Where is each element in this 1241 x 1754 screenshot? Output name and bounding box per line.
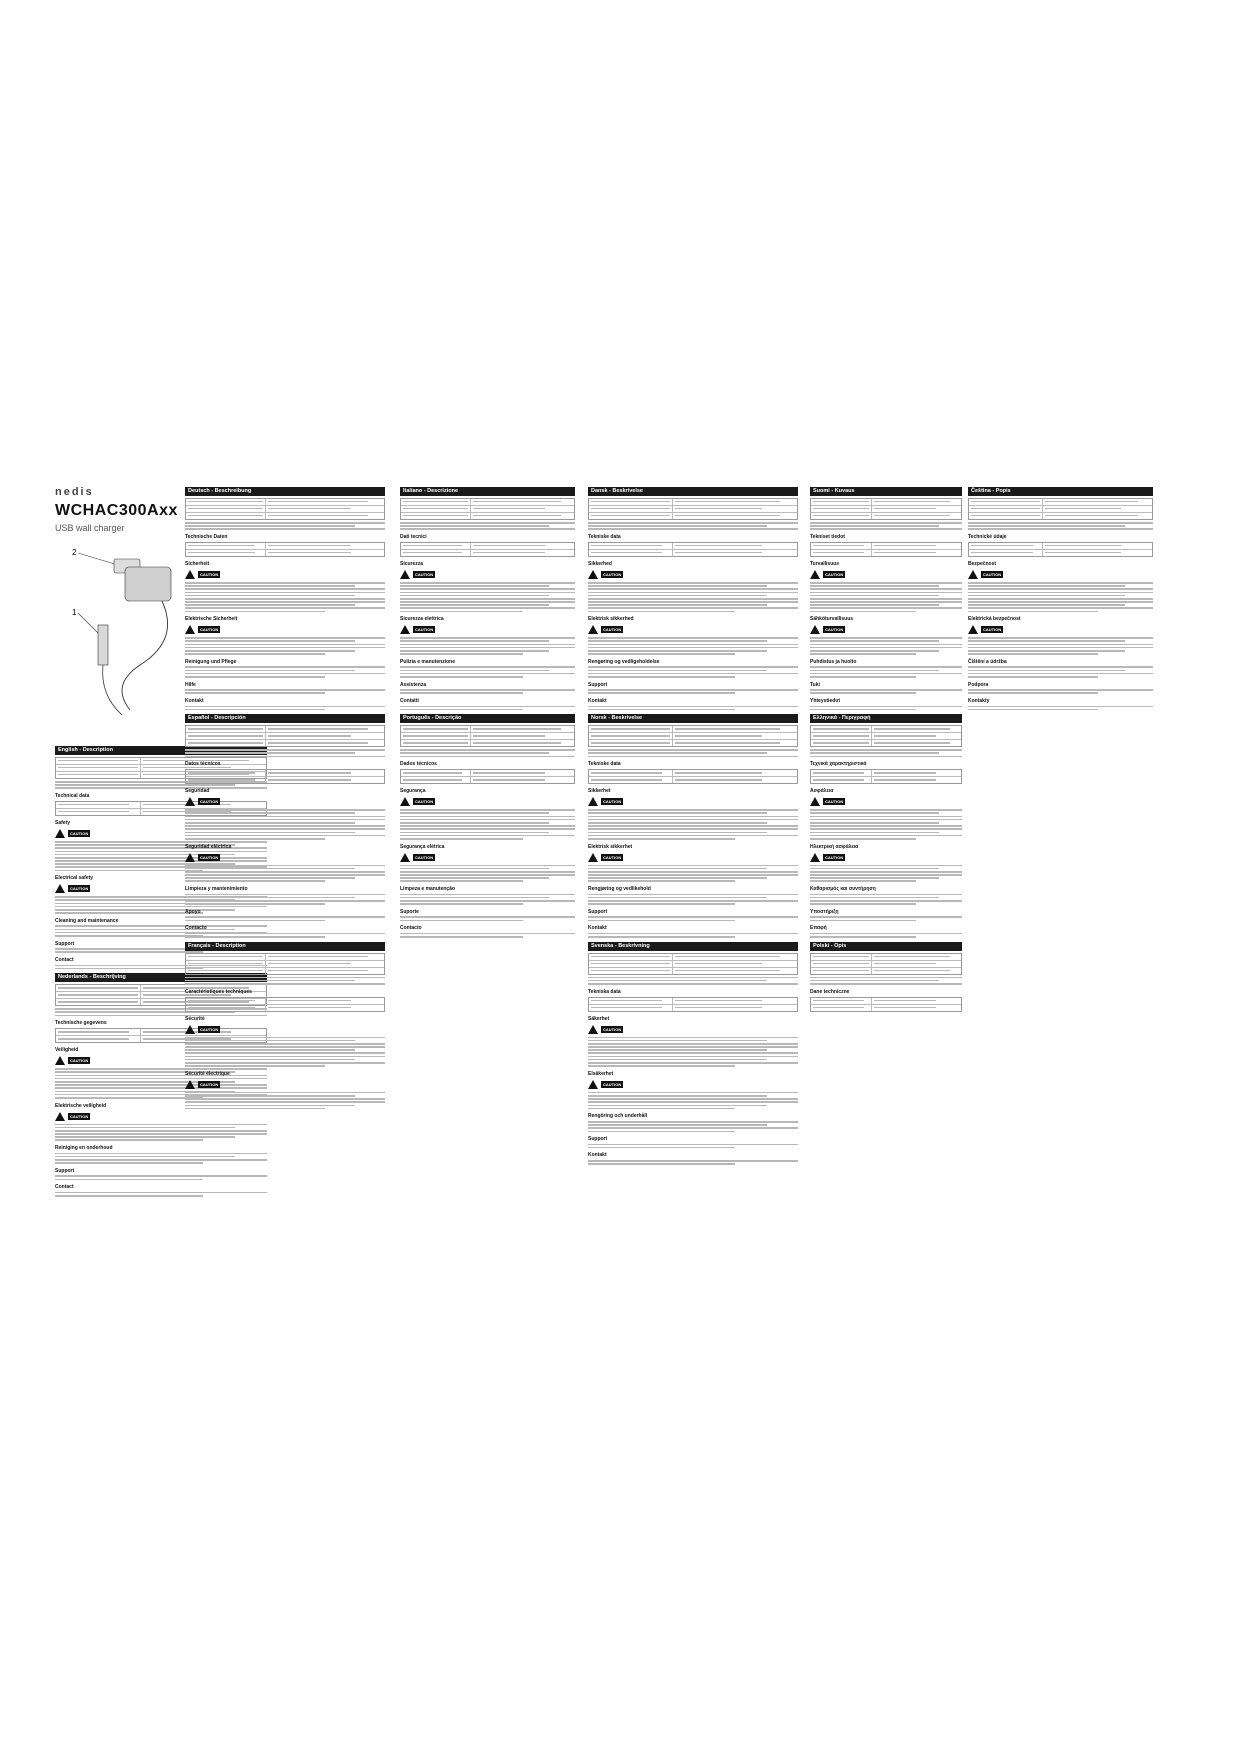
description-table [185,953,385,975]
warning-triangle-icon [810,797,820,806]
caution-label: CAUTION [603,627,622,633]
warning-triangle-icon [400,797,410,806]
caution-label: CAUTION [200,854,219,860]
warning-triangle-icon [588,1080,598,1089]
warning-triangle-icon [588,625,598,634]
section-title: Italiano - Descrizione [400,487,575,496]
section-heading: Segurança elétrica [400,843,445,850]
section-heading: Support [588,681,608,688]
warning-triangle-icon [55,1056,65,1065]
caution-warning [185,625,385,634]
product-subtitle: USB wall charger [55,523,125,533]
specs-table [185,542,385,557]
section-title: Nederlands - Beschrijving [55,973,267,982]
section-heading: Τεχνικά χαρακτηριστικά [810,761,867,768]
caution-warning [185,570,385,579]
section-heading: Support [588,908,608,915]
section-heading: Kontakt [588,925,607,932]
charger-figure [70,545,190,735]
warning-triangle-icon [185,797,195,806]
section-heading: Bezpečnost [968,560,997,567]
section-heading: Limpieza y mantenimiento [185,886,248,893]
column-2 [185,483,385,1111]
column-3 [400,483,575,939]
section-heading: Sécurité [185,1015,205,1022]
specs-table [400,769,575,784]
section-heading: Segurança [400,788,426,795]
section-heading: Assistenza [400,681,427,688]
specs-table [185,997,385,1012]
description-table [400,498,575,520]
language-section [185,487,385,710]
section-heading: Cleaning and maintenance [55,917,119,924]
caution-warning [588,1025,798,1034]
language-section [810,714,962,937]
caution-warning [400,797,575,806]
section-title: Suomi - Kuvaus [810,487,962,496]
description-table [185,725,385,747]
section-heading: Turvallisuus [810,560,840,567]
caution-label: CAUTION [983,571,1002,577]
section-heading: Pulizia e manutenzione [400,658,456,665]
section-heading: Dane techniczne [810,988,850,995]
section-heading: Elektrische veiligheid [55,1102,107,1109]
section-heading: Support [588,1136,608,1143]
caution-label: CAUTION [70,830,89,836]
section-heading: Contacto [400,925,422,932]
caution-label: CAUTION [603,854,622,860]
specs-table [810,542,962,557]
specs-table [968,542,1153,557]
caution-warning [400,853,575,862]
warning-triangle-icon [400,625,410,634]
section-title: Čeština - Popis [968,487,1153,496]
callout-1: 1 [72,608,77,617]
caution-label: CAUTION [200,799,219,805]
caution-warning [185,797,385,806]
caution-label: CAUTION [603,799,622,805]
description-table [588,498,798,520]
section-heading: Säkerhet [588,1015,610,1022]
section-heading: Sicurezza elettrica [400,616,444,623]
caution-label: CAUTION [200,1026,219,1032]
caution-warning [968,625,1153,634]
language-section [588,487,798,710]
caution-label: CAUTION [825,571,844,577]
caution-label: CAUTION [70,886,89,892]
caution-warning [810,853,962,862]
section-heading: Elektrisk sikkerhed [588,616,634,623]
section-heading: Elektrisk sikkerhet [588,843,633,850]
specs-table [185,769,385,784]
language-section [588,942,798,1165]
warning-triangle-icon [968,625,978,634]
caution-label: CAUTION [70,1113,89,1119]
description-table [185,498,385,520]
caution-label: CAUTION [415,854,434,860]
section-title: Svenska - Beskrivning [588,942,798,951]
language-section [185,714,385,937]
description-table [400,725,575,747]
section-heading: Apoyo [185,908,201,915]
caution-warning [185,1080,385,1089]
warning-triangle-icon [810,570,820,579]
brand-logo: nedis [55,486,94,498]
description-table [588,953,798,975]
specs-table [588,769,798,784]
section-heading: Elsäkerhet [588,1070,614,1077]
section-heading: Tekniska data [588,988,621,995]
section-heading: Suporte [400,908,419,915]
specs-table [810,997,962,1012]
language-section [400,487,575,710]
section-title: Français - Description [185,942,385,951]
warning-triangle-icon [588,570,598,579]
section-heading: Seguridad [185,788,210,795]
caution-warning [968,570,1153,579]
section-heading: Dados técnicos [400,761,437,768]
section-heading: Kontakt [588,697,607,704]
section-heading: Technické údaje [968,533,1007,540]
caution-label: CAUTION [825,627,844,633]
warning-triangle-icon [810,853,820,862]
caution-warning [400,570,575,579]
section-heading: Contact [55,956,74,963]
caution-label: CAUTION [200,627,219,633]
caution-warning [810,797,962,806]
specs-table [588,997,798,1012]
caution-warning [588,853,798,862]
warning-triangle-icon [588,1025,598,1034]
caution-label: CAUTION [200,571,219,577]
section-heading: Reiniging en onderhoud [55,1145,113,1152]
section-heading: Kontakty [968,697,990,704]
caution-label: CAUTION [415,627,434,633]
callout-2: 2 [72,548,77,557]
section-heading: Safety [55,819,71,826]
section-heading: Contatti [400,697,419,704]
caution-warning [810,570,962,579]
section-heading: Ηλεκτρική ασφάλεια [810,843,859,850]
description-table [588,725,798,747]
language-section [968,487,1153,710]
column-6 [968,483,1153,712]
section-heading: Kontakt [588,1152,607,1159]
section-heading: Technische Daten [185,533,228,540]
section-heading: Datos técnicos [185,761,221,768]
caution-warning [400,625,575,634]
section-title: Dansk - Beskrivelse [588,487,798,496]
section-heading: Reinigung und Pflege [185,658,237,665]
caution-label: CAUTION [415,571,434,577]
model-number: WCHAC300Axx [55,502,178,519]
section-heading: Rengöring och underhåll [588,1113,648,1120]
brand-header [55,486,178,533]
language-section [810,487,962,710]
section-heading: Tekniske data [588,761,621,768]
caution-warning [810,625,962,634]
column-5 [810,483,962,1014]
section-heading: Tuki [810,681,820,688]
section-heading: Support [55,940,75,947]
section-heading: Technische gegevens [55,1020,107,1027]
column-4 [588,483,798,1166]
section-heading: Sikkerhed [588,560,612,567]
caution-warning [588,625,798,634]
warning-triangle-icon [185,1080,195,1089]
section-heading: Contacto [185,925,207,932]
section-heading: Hilfe [185,681,196,688]
warning-triangle-icon [400,570,410,579]
section-heading: Καθαρισμός και συντήρηση [810,886,876,893]
section-title: Português - Descrição [400,714,575,723]
caution-label: CAUTION [825,799,844,805]
warning-triangle-icon [968,570,978,579]
section-heading: Elektrická bezpečnost [968,616,1021,623]
section-heading: Electrical safety [55,875,94,882]
warning-triangle-icon [185,570,195,579]
section-heading: Veiligheid [55,1047,79,1054]
caution-label: CAUTION [825,854,844,860]
warning-triangle-icon [588,797,598,806]
section-heading: Yhteystiedot [810,697,841,704]
warning-triangle-icon [185,1025,195,1034]
caution-warning [588,570,798,579]
caution-warning [55,1112,267,1121]
section-heading: Technical data [55,792,90,799]
section-heading: Podpora [968,681,989,688]
section-heading: Seguridad eléctrica [185,843,232,850]
section-title: Español - Descripción [185,714,385,723]
description-table [968,498,1153,520]
section-heading: Sähköturvallisuus [810,616,854,623]
caution-warning [588,797,798,806]
specs-table [400,542,575,557]
section-heading: Kontakt [185,697,204,704]
specs-table [588,542,798,557]
warning-triangle-icon [588,853,598,862]
language-section [810,942,962,1012]
caution-label: CAUTION [983,627,1002,633]
section-heading: Υποστήριξη [810,908,839,915]
section-heading: Sicherheit [185,560,210,567]
section-title: Norsk - Beskrivelse [588,714,798,723]
section-heading: Dati tecnici [400,533,427,540]
section-title: Ελληνικά - Περιγραφή [810,714,962,723]
section-heading: Επαφή [810,925,827,932]
caution-label: CAUTION [603,1081,622,1087]
section-heading: Support [55,1167,75,1174]
section-heading: Tekniset tiedot [810,533,845,540]
section-heading: Sécurité électrique [185,1070,230,1077]
language-section [588,714,798,937]
description-table [810,953,962,975]
section-heading: Elektrische Sicherheit [185,616,238,623]
caution-label: CAUTION [70,1058,89,1064]
section-heading: Limpeza e manutenção [400,886,456,893]
section-heading: Čištění a údržba [968,658,1007,665]
caution-warning [588,1080,798,1089]
section-heading: Caractéristiques techniques [185,988,252,995]
warning-triangle-icon [55,1112,65,1121]
caution-label: CAUTION [415,799,434,805]
section-heading: Rengjøring og vedlikehold [588,886,651,893]
warning-triangle-icon [55,884,65,893]
caution-warning [185,1025,385,1034]
section-title: Polski - Opis [810,942,962,951]
description-table [810,725,962,747]
section-heading: Puhdistus ja huolto [810,658,857,665]
language-section [185,942,385,1110]
section-heading: Sicurezza [400,560,424,567]
section-heading: Sikkerhet [588,788,611,795]
warning-triangle-icon [400,853,410,862]
warning-triangle-icon [810,625,820,634]
warning-triangle-icon [185,853,195,862]
caution-label: CAUTION [200,1081,219,1087]
section-heading: Rengøring og vedligeholdelse [588,658,660,665]
section-heading: Ασφάλεια [810,788,834,795]
warning-triangle-icon [185,625,195,634]
caution-label: CAUTION [603,1026,622,1032]
caution-warning [185,853,385,862]
language-section [400,714,575,937]
caution-label: CAUTION [603,571,622,577]
warning-triangle-icon [55,829,65,838]
description-table [810,498,962,520]
section-title: English - Description [55,746,267,755]
specs-table [810,769,962,784]
section-heading: Contact [55,1184,74,1191]
section-title: Deutsch - Beschreibung [185,487,385,496]
section-heading: Tekniske data [588,533,621,540]
